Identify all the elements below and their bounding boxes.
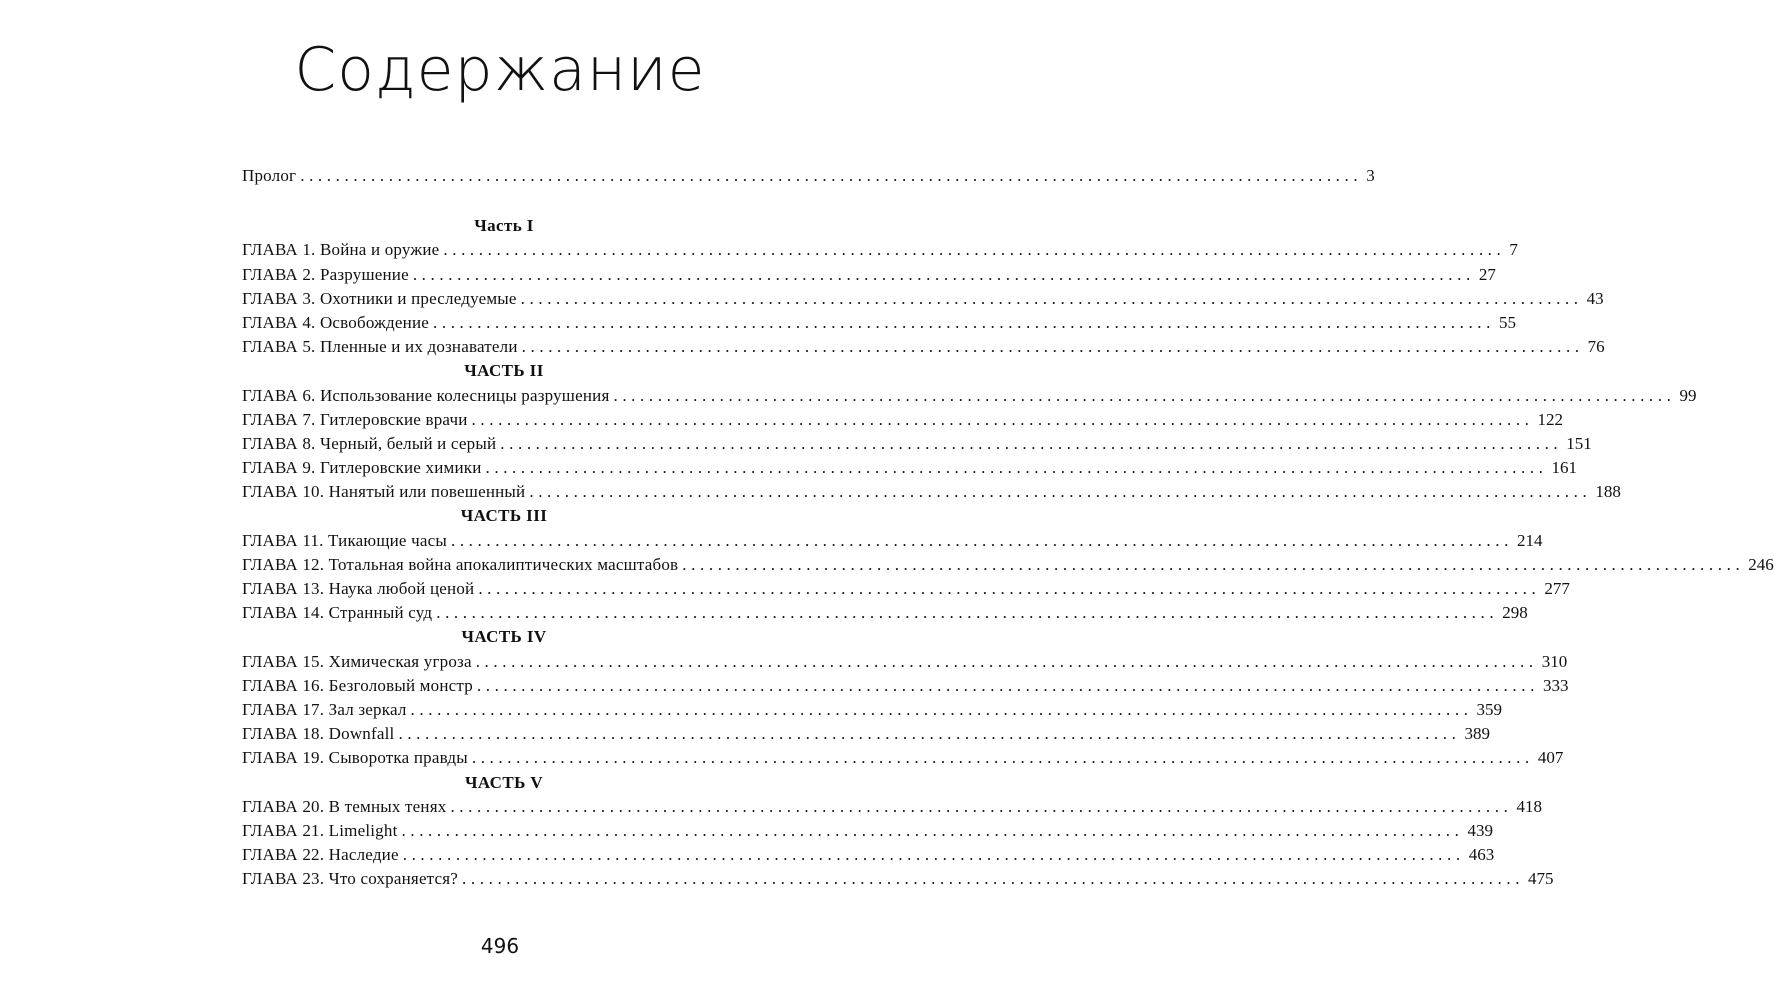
toc-entry-label: ГЛАВА 9. Гитлеровские химики xyxy=(242,458,482,478)
toc-row-prolog xyxy=(242,164,1375,188)
toc-entry-label: ГЛАВА 21. Limelight xyxy=(242,820,398,840)
toc-row xyxy=(242,795,1542,819)
toc-entry-label: ГЛАВА 19. Сыворотка правды xyxy=(242,748,468,768)
toc-entry-label: ГЛАВА 10. Нанятый или повешенный xyxy=(242,482,526,502)
toc-entry-label: ГЛАВА 1. Война и оружие xyxy=(242,240,440,260)
toc-entry-page: 246 xyxy=(1748,554,1774,574)
toc-entry-label: ГЛАВА 20. В темных тенях xyxy=(242,796,447,816)
toc-row xyxy=(242,384,1697,408)
toc-entry-page: 99 xyxy=(1679,385,1697,405)
toc-row xyxy=(242,432,1592,456)
dot-leader: ........................................................................................................................ xyxy=(402,845,1465,865)
toc-entry-page: 359 xyxy=(1476,699,1503,719)
toc-row xyxy=(242,722,1490,746)
dot-leader: ........................................................................................................................ xyxy=(471,409,1534,429)
dot-leader: ........................................................................................................................ xyxy=(410,699,1473,719)
toc-entry-page: 122 xyxy=(1537,409,1564,429)
part-heading: ЧАСТЬ IV xyxy=(461,627,547,647)
toc-entry-label: Пролог xyxy=(242,166,297,185)
toc-row xyxy=(242,843,1495,867)
toc-row xyxy=(242,335,1605,359)
dot-leader: ........................................................................................................................ xyxy=(398,724,1461,744)
dot-leader: ........................................................................................................................ xyxy=(471,748,1534,768)
toc-entry-label: ГЛАВА 2. Разрушение xyxy=(242,264,409,284)
dot-leader: ........................................................................................................................ xyxy=(520,288,1583,308)
toc-row xyxy=(242,529,1543,553)
toc-entry-label: ГЛАВА 18. Downfall xyxy=(242,724,395,744)
dot-leader: ........................................................................................................................ xyxy=(521,337,1584,357)
toc-entry-page: 151 xyxy=(1566,433,1592,453)
toc-entry-label: ГЛАВА 12. Тотальная война апокалиптических масштабов xyxy=(242,554,679,574)
dot-leader: ........................................................................................................................ xyxy=(412,264,1475,284)
dot-leader: ........................................................................................................................ xyxy=(613,385,1676,405)
toc-entry-page: 475 xyxy=(1528,869,1554,889)
toc-row xyxy=(242,674,1569,698)
part-heading: ЧАСТЬ II xyxy=(464,361,544,381)
dot-leader: ........................................................................................................................ xyxy=(500,433,1563,453)
toc-row xyxy=(242,577,1570,601)
toc-row xyxy=(242,456,1577,480)
toc-entry-label: ГЛАВА 15. Химическая угроза xyxy=(242,651,472,671)
dot-leader: ........................................................................................................................ xyxy=(436,603,1499,623)
toc-entry-page: 55 xyxy=(1499,312,1516,332)
toc-entry-label: ГЛАВА 6. Использование колесницы разрушения xyxy=(242,385,610,405)
dot-leader: ........................................................................................................................ xyxy=(529,482,1592,502)
part-heading: ЧАСТЬ III xyxy=(460,506,548,526)
dot-leader: ........................................................................................................................ xyxy=(433,312,1495,332)
toc-entry-label: ГЛАВА 3. Охотники и преследуемые xyxy=(242,288,517,308)
toc-entry-label: ГЛАВА 8. Черный, белый и серый xyxy=(242,433,497,453)
dot-leader: ........................................................................................................................ xyxy=(478,579,1541,598)
toc-row xyxy=(242,263,1496,287)
toc-row xyxy=(242,238,1518,262)
toc-row xyxy=(242,746,1564,770)
toc-row xyxy=(242,480,1621,504)
toc-entry-label: ГЛАВА 14. Странный суд xyxy=(242,603,433,623)
toc-row xyxy=(242,287,1604,311)
toc-entry-label: ГЛАВА 4. Освобождение xyxy=(242,312,429,332)
toc-entry-page: 298 xyxy=(1502,603,1528,623)
toc-entry-page: 76 xyxy=(1587,337,1605,357)
part-heading: ЧАСТЬ V xyxy=(464,772,544,792)
toc-entry-page: 277 xyxy=(1544,579,1570,598)
toc-entry-label: ГЛАВА 13. Наука любой ценой xyxy=(242,579,475,598)
toc-entry-page: 27 xyxy=(1478,264,1496,284)
toc-entry-label: ГЛАВА 23. Что сохраняется? xyxy=(242,869,459,889)
parts-container xyxy=(242,214,1774,891)
toc-entry-label: ГЛАВА 11. Тикающие часы xyxy=(242,530,447,550)
toc-entry-page: 389 xyxy=(1464,724,1490,744)
dot-leader: ........................................................................................................................ xyxy=(476,675,1539,695)
dot-leader: ........................................................................................................................ xyxy=(450,530,1513,550)
part-heading: Часть I xyxy=(474,216,534,236)
toc-row xyxy=(242,311,1516,335)
toc-row xyxy=(242,819,1493,843)
toc-entry-label: ГЛАВА 17. Зал зеркал xyxy=(242,699,407,719)
toc-row xyxy=(242,650,1568,674)
dot-leader: ........................................................................................................................ xyxy=(300,166,1363,185)
page-title: Содержание xyxy=(294,35,706,105)
toc-entry-label: ГЛАВА 5. Пленные и их дознаватели xyxy=(242,337,518,357)
toc-entry-page: 333 xyxy=(1542,675,1569,695)
dot-leader: ........................................................................................................................ xyxy=(443,240,1506,260)
toc-entry-label: ГЛАВА 16. Безголовый монстр xyxy=(242,675,473,695)
dot-leader: ........................................................................................................................ xyxy=(462,869,1525,889)
dot-leader: ........................................................................................................................ xyxy=(485,458,1548,478)
toc-entry-page: 463 xyxy=(1468,845,1495,865)
toc-entry-page: 407 xyxy=(1537,748,1564,768)
toc-entry-page: 188 xyxy=(1595,482,1621,502)
dot-leader: ........................................................................................................................ xyxy=(475,651,1538,671)
toc-entry-label: ГЛАВА 22. Наследие xyxy=(242,845,399,865)
toc-entry-page: 214 xyxy=(1516,530,1543,550)
toc-entry-page: 161 xyxy=(1551,458,1577,478)
toc-row xyxy=(242,867,1554,891)
toc-row xyxy=(242,553,1774,577)
toc-entry-page: 418 xyxy=(1516,796,1542,816)
toc-row xyxy=(242,408,1564,432)
toc-entry-page: 3 xyxy=(1366,166,1375,185)
toc-entry-page: 43 xyxy=(1586,288,1604,308)
toc-entry-page: 310 xyxy=(1541,651,1568,671)
dot-leader: ........................................................................................................................ xyxy=(450,796,1513,816)
table-of-contents xyxy=(242,164,1774,891)
toc-entry-label: ГЛАВА 7. Гитлеровские врачи xyxy=(242,409,468,429)
page-number: 496 xyxy=(480,934,520,958)
toc-row xyxy=(242,601,1528,625)
dot-leader: ........................................................................................................................ xyxy=(401,820,1464,840)
dot-leader: ........................................................................................................................ xyxy=(682,554,1745,574)
toc-entry-page: 439 xyxy=(1467,820,1493,840)
toc-entry-page: 7 xyxy=(1509,240,1518,260)
toc-row xyxy=(242,698,1503,722)
